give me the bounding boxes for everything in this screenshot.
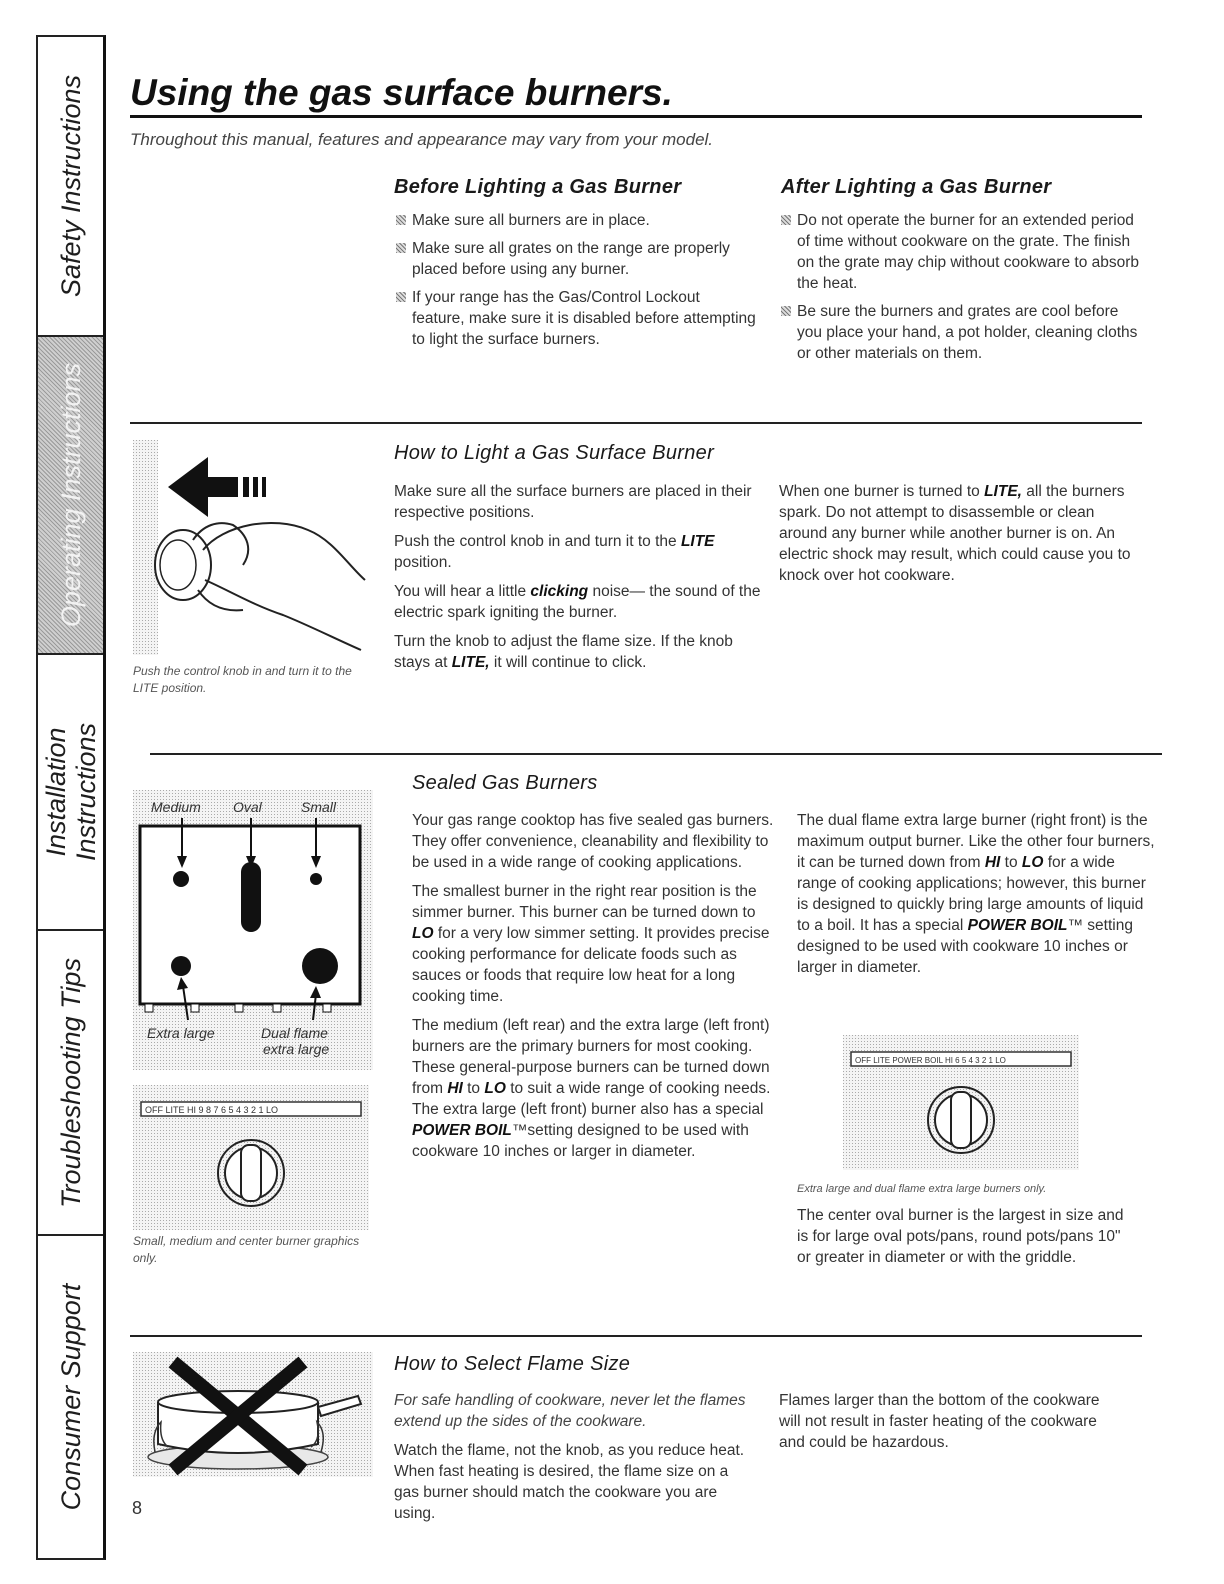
list-item: Be sure the burners and grates are cool before you place your hand, a pot holder, cleaning cloths or other materials on them. bbox=[781, 301, 1143, 364]
after-lighting-list bbox=[781, 210, 1143, 371]
tab-installation-instructions[interactable] bbox=[38, 655, 103, 931]
panel-edge bbox=[133, 440, 158, 655]
list-item: Do not operate the burner for an extended period of time without cookware on the grate. The finish on the grate may chip without cookware to absorb the heat. bbox=[781, 210, 1143, 294]
after-lighting-heading: After Lighting a Gas Burner bbox=[781, 176, 1052, 198]
arrow-bar bbox=[243, 477, 249, 497]
warning-paragraph: For safe handling of cookware, never let the flames extend up the sides of the cookware. bbox=[394, 1392, 746, 1430]
tab-label: Operating Instructions bbox=[55, 362, 86, 628]
sealed-burners-right-bottom bbox=[797, 1205, 1137, 1276]
side-tab-column bbox=[36, 35, 106, 1560]
knob-graphic-small-medium-center bbox=[133, 1085, 369, 1230]
tab-consumer-support[interactable] bbox=[38, 1236, 103, 1558]
tab-label: Safety Instructions bbox=[55, 74, 86, 298]
flame-size-heading: How to Select Flame Size bbox=[394, 1353, 631, 1375]
small-burner bbox=[310, 873, 322, 885]
page-subtitle: Throughout this manual, features and appearance may vary from your model. bbox=[130, 130, 714, 149]
section-divider bbox=[130, 422, 1142, 424]
arrow-bar bbox=[262, 477, 266, 497]
section-divider bbox=[130, 1335, 1142, 1337]
medium-burner bbox=[173, 871, 189, 887]
paragraph: The center oval burner is the largest in size and is for large oval pots/pans, round pots/pans 10" or greater in diameter or with the griddle. bbox=[797, 1207, 1124, 1266]
sealed-burners-right-column bbox=[797, 810, 1157, 986]
paragraph: Turn the knob to adjust the flame size. If the knob stays at LITE, it will continue to click. bbox=[394, 633, 733, 671]
push-arrow-icon bbox=[168, 457, 238, 517]
tab-troubleshooting-tips[interactable] bbox=[38, 931, 103, 1236]
how-to-light-left-column bbox=[394, 481, 764, 681]
tab-label: Installation Instructions bbox=[40, 722, 101, 862]
dual-flame-burner bbox=[302, 948, 338, 984]
push-knob-illustration bbox=[133, 440, 373, 665]
list-item: Make sure all burners are in place. bbox=[396, 210, 756, 231]
knob-scale-text: OFF LITE HI 9 8 7 6 5 4 3 2 1 LO bbox=[145, 1105, 279, 1115]
flame-size-right-column bbox=[779, 1390, 1124, 1461]
page-title: Using the gas surface burners. bbox=[130, 72, 673, 113]
how-to-light-heading: How to Light a Gas Surface Burner bbox=[394, 442, 715, 464]
light-illustration-caption: Push the control knob in and turn it to the LITE position. bbox=[133, 664, 352, 695]
knob-scale-text: OFF LITE POWER BOIL HI 6 5 4 3 2 1 LO bbox=[855, 1056, 1006, 1065]
how-to-light-right-column bbox=[779, 481, 1139, 594]
paragraph: Push the control knob in and turn it to the LITE position. bbox=[394, 533, 715, 571]
paragraph: The smallest burner in the right rear position is the simmer burner. This burner can be turned down to LO for a very low simmer setting. It provides precise cooking performance for delicate foods such as sauces or foods that require low heat for a long cooking time. bbox=[412, 883, 770, 1005]
sealed-burners-heading: Sealed Gas Burners bbox=[412, 772, 598, 794]
hand-icon bbox=[193, 523, 365, 650]
label-dual-flame-extra-large: extra large bbox=[263, 1041, 330, 1057]
label-dual-flame: Dual flame bbox=[261, 1025, 328, 1041]
tab-operating-instructions[interactable] bbox=[38, 337, 103, 655]
before-lighting-heading: Before Lighting a Gas Burner bbox=[394, 176, 682, 198]
burner-layout-diagram bbox=[133, 790, 373, 1070]
paragraph: The medium (left rear) and the extra large (left front) burners are the primary burners for most cooking. These general-purpose burners can be turned down from HI to LO to suit a wide range of cooking needs. The extra large (left front) burner also has a special POWER BOIL™setting designed to be used with cookware 10 inches or larger in diameter. bbox=[412, 1017, 771, 1160]
sealed-burners-left-column bbox=[412, 810, 774, 1170]
paragraph: You will hear a little clicking noise— the sound of the electric spark igniting the burner. bbox=[394, 583, 761, 621]
paragraph: Your gas range cooktop has five sealed gas burners. They offer convenience, cleanability and flexibility to be used in a wide range of cooking applications. bbox=[412, 812, 774, 871]
label-extra-large: Extra large bbox=[147, 1025, 215, 1041]
label-small: Small bbox=[301, 799, 337, 815]
page-number: 8 bbox=[132, 1498, 143, 1518]
tab-label: Troubleshooting Tips bbox=[55, 957, 86, 1208]
title-rule bbox=[130, 115, 1142, 118]
extra-large-burner bbox=[171, 956, 191, 976]
paragraph: The dual flame extra large burner (right front) is the maximum output burner. Like the other four burners, it can be turned down from HI to LO for a wide range of cooking applications; however, this burner is designed to quickly bring large amounts of liquid to a boil. It has a special POWER BOIL™ setting designed to be used with cookware 10 inches or larger in diameter. bbox=[797, 812, 1155, 976]
label-medium: Medium bbox=[151, 799, 201, 815]
knob-caption-right: Extra large and dual flame extra large burners only. bbox=[797, 1183, 1047, 1195]
paragraph: Make sure all the surface burners are placed in their respective positions. bbox=[394, 483, 752, 521]
list-item: Make sure all grates on the range are properly placed before using any burner. bbox=[396, 238, 756, 280]
before-lighting-list bbox=[396, 210, 756, 357]
tab-label: Consumer Support bbox=[55, 1283, 86, 1511]
paragraph: Watch the flame, not the knob, as you reduce heat. When fast heating is desired, the flame size on a gas burner should match the cookware you are using. bbox=[394, 1442, 745, 1522]
flame-size-illustration bbox=[133, 1352, 373, 1477]
knob-graphic-extra-large-dual bbox=[843, 1035, 1079, 1170]
flame-size-left-column bbox=[394, 1390, 756, 1532]
paragraph: When one burner is turned to LITE, all the burners spark. Do not attempt to disassemble or clean around any burner while another burner is on. An electric shock may result, which could cause you to knock over hot cookware. bbox=[779, 483, 1131, 584]
knob-caption-left: Small, medium and center burner graphics only. bbox=[133, 1234, 360, 1265]
list-item: If your range has the Gas/Control Lockout feature, make sure it is disabled before attempting to light the surface burners. bbox=[396, 287, 756, 350]
label-oval: Oval bbox=[233, 799, 262, 815]
arrow-bar bbox=[253, 477, 258, 497]
paragraph: Flames larger than the bottom of the cookware will not result in faster heating of the cookware and could be hazardous. bbox=[779, 1392, 1100, 1451]
tab-safety-instructions[interactable] bbox=[38, 37, 103, 337]
section-divider bbox=[150, 753, 1162, 755]
oval-burner bbox=[241, 862, 261, 932]
